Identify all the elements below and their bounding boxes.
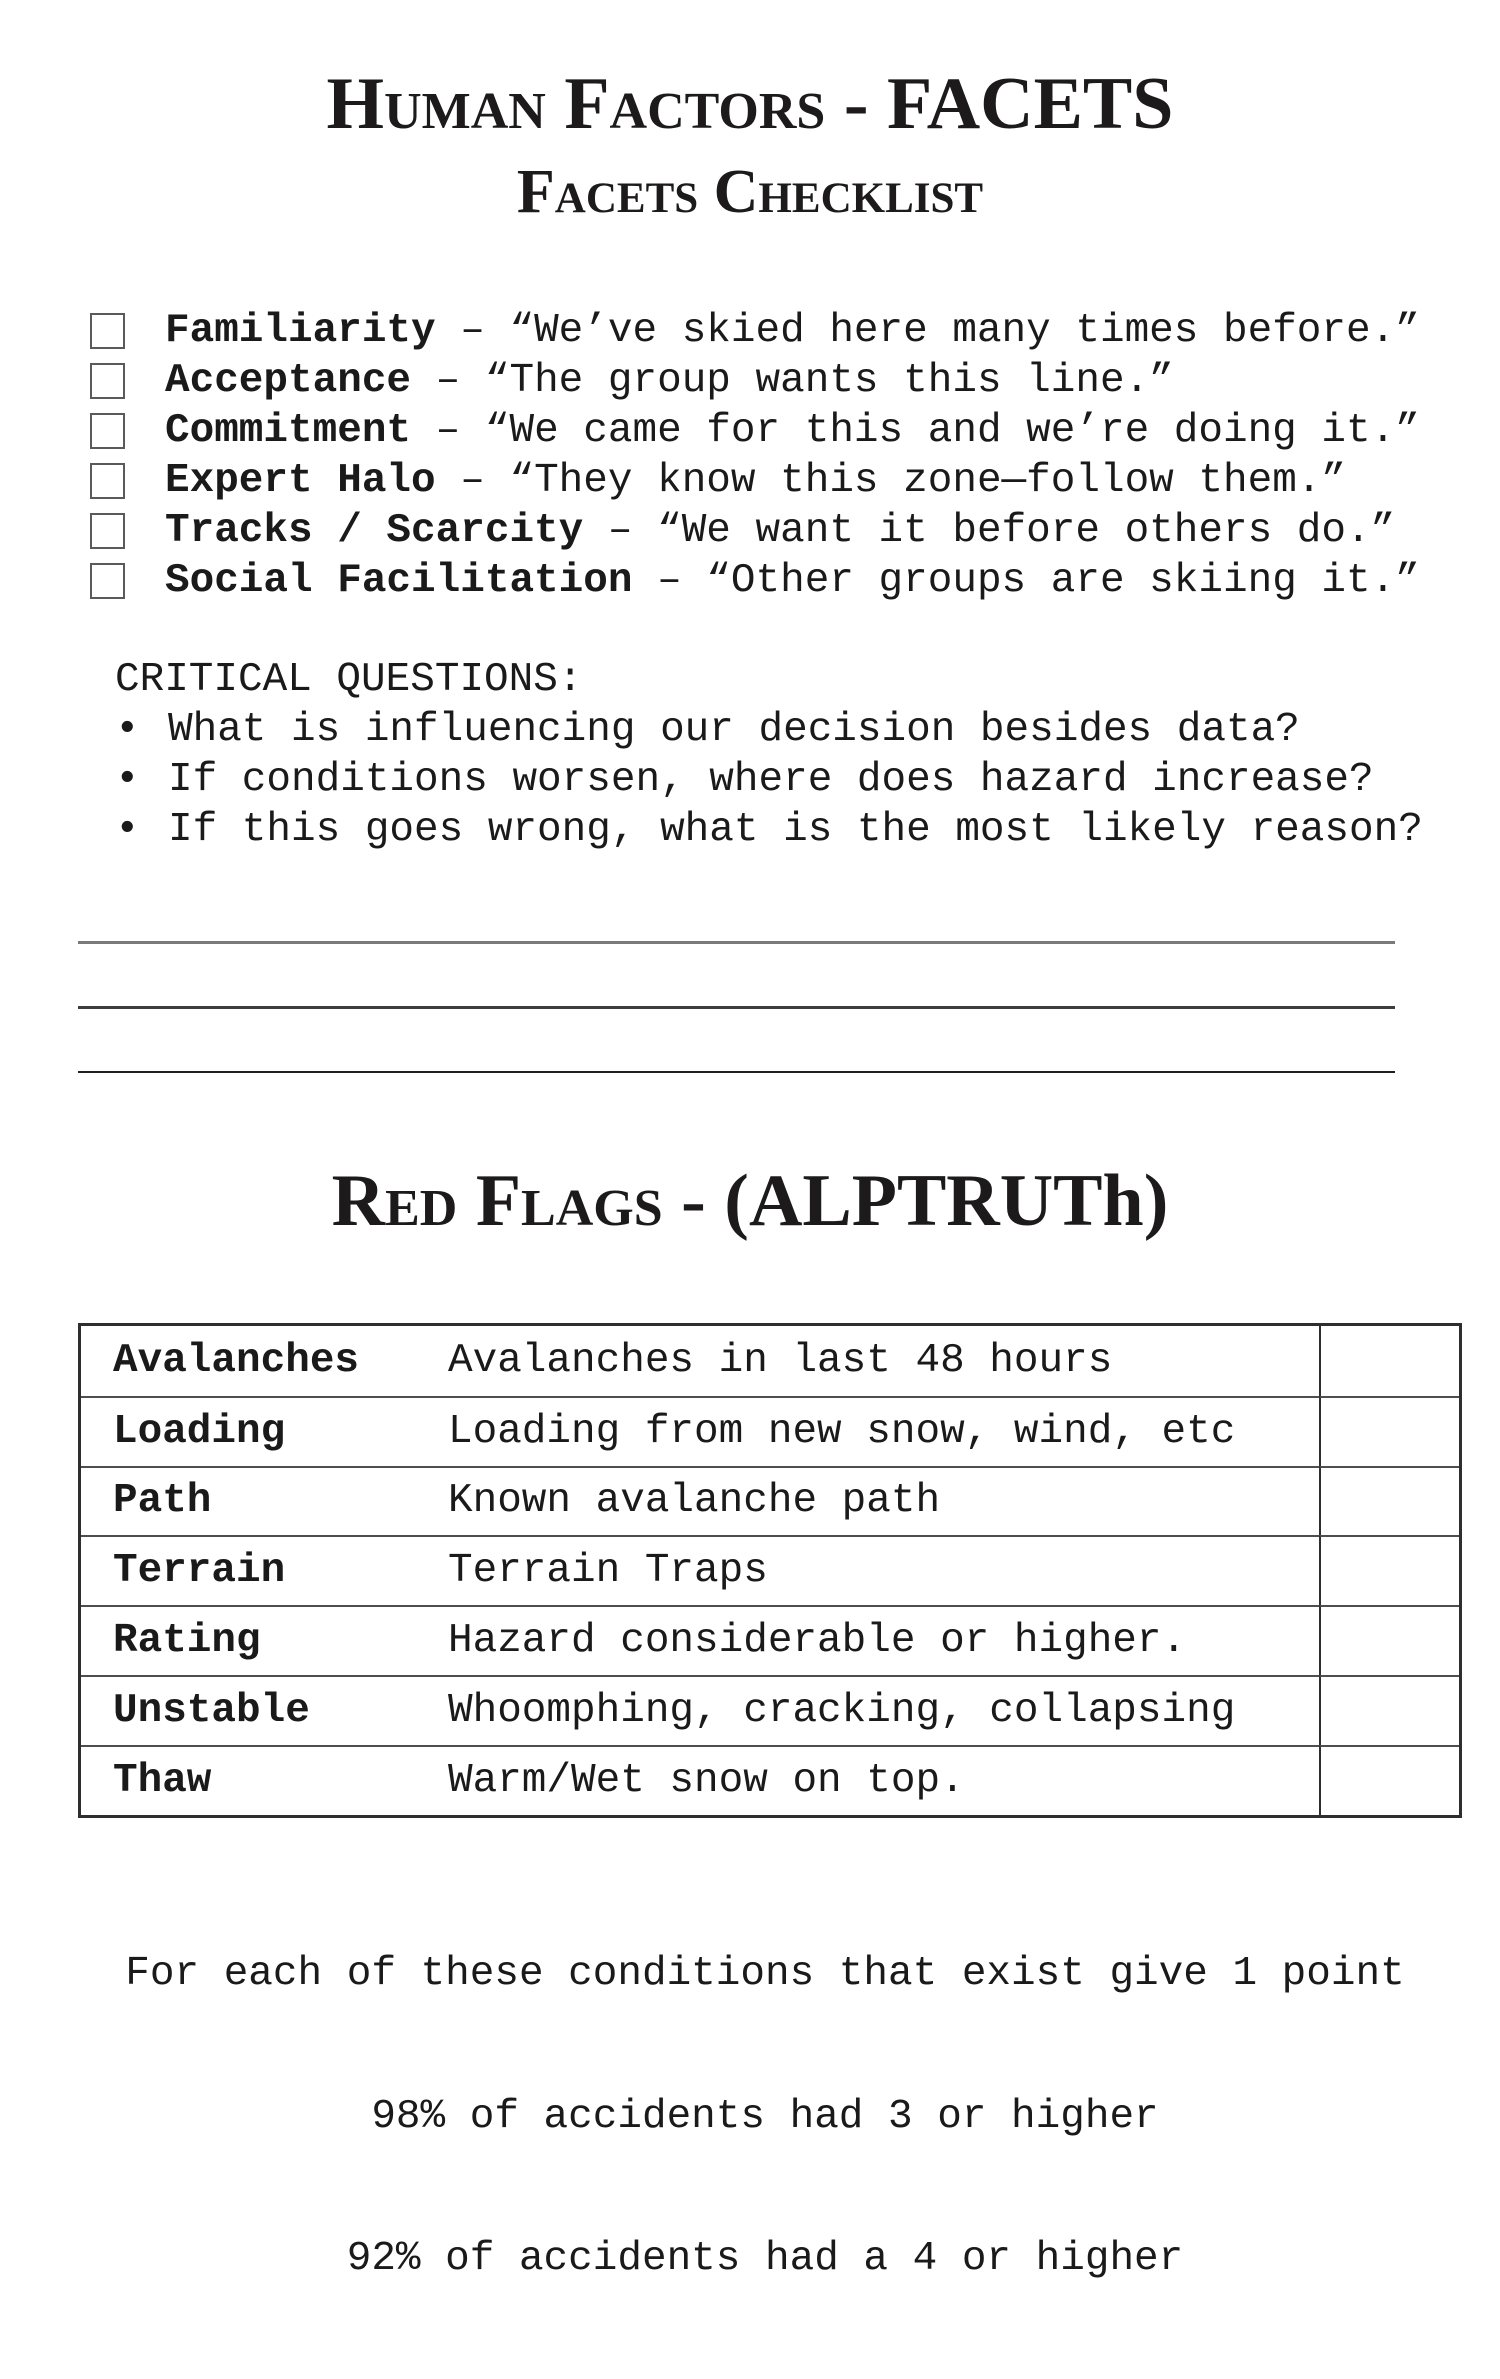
critical-question	[115, 705, 1423, 755]
facets-label: Tracks / Scarcity	[165, 508, 584, 554]
red-flags-title-separator: -	[662, 1160, 725, 1242]
facets-item-commitment	[90, 406, 1420, 456]
facets-checkbox-commitment[interactable]	[90, 413, 125, 449]
redflag-score-cell-terrain[interactable]	[1319, 1535, 1459, 1605]
redflag-desc: Warm/Wet snow on top.	[448, 1745, 1319, 1815]
facets-item-expert-halo	[90, 456, 1420, 506]
critical-question	[115, 755, 1423, 805]
redflag-key-rating: Rating	[81, 1605, 448, 1675]
redflag-score-cell-avalanches[interactable]	[1319, 1326, 1459, 1396]
facets-quote: – “The group wants this line.”	[411, 358, 1174, 404]
critical-questions	[115, 655, 1423, 855]
redflag-key-thaw: Thaw	[81, 1745, 448, 1815]
bullet-icon: •	[115, 707, 140, 753]
facets-checkbox-social-facilitation[interactable]	[90, 563, 125, 599]
facets-label: Familiarity	[165, 308, 436, 354]
scoring-note-line: For each of these conditions that exist give 1 point	[125, 1951, 1405, 1997]
facets-label: Acceptance	[165, 358, 412, 404]
facets-label: Commitment	[165, 408, 412, 454]
notes-line-2[interactable]	[78, 1006, 1395, 1009]
facets-quote: – “We came for this and we’re doing it.”	[411, 408, 1420, 454]
critical-question-text: What is influencing our decision besides data?	[168, 707, 1300, 753]
red-flags-table	[78, 1323, 1462, 1818]
redflag-score-cell-thaw[interactable]	[1319, 1745, 1459, 1815]
facets-quote: – “We want it before others do.”	[583, 508, 1396, 554]
redflag-desc: Whoomphing, cracking, collapsing	[448, 1675, 1319, 1745]
bullet-icon: •	[115, 807, 140, 853]
facets-checkbox-tracks-scarcity[interactable]	[90, 513, 125, 549]
facets-item-tracks-scarcity	[90, 506, 1420, 556]
facets-quote: – “They know this zone—follow them.”	[435, 458, 1347, 504]
page-title-separator: -	[825, 63, 887, 145]
critical-question	[115, 805, 1423, 855]
red-flags-title-caps: (ALPTRUTh)	[724, 1160, 1169, 1242]
scoring-note-line: 98% of accidents had 3 or higher	[371, 2093, 1159, 2140]
redflag-key-loading: Loading	[81, 1396, 448, 1466]
redflag-key-path: Path	[81, 1466, 448, 1536]
scoring-note-line: 92% of accidents had a 4 or higher	[346, 2236, 1184, 2282]
redflag-desc: Known avalanche path	[448, 1466, 1319, 1536]
bullet-icon: •	[115, 757, 140, 803]
page-title	[0, 63, 1500, 145]
red-flags-title	[0, 1160, 1500, 1242]
facets-item-social-facilitation	[90, 556, 1420, 606]
redflag-score-cell-rating[interactable]	[1319, 1605, 1459, 1675]
redflag-score-cell-unstable[interactable]	[1319, 1675, 1459, 1745]
facets-checkbox-familiarity[interactable]	[90, 313, 125, 349]
redflag-desc: Avalanches in last 48 hours	[448, 1337, 1113, 1384]
page-title-smallcaps: Human Factors	[326, 63, 826, 145]
notes-line-3[interactable]	[78, 1071, 1395, 1073]
redflag-key-avalanches: Avalanches	[113, 1337, 360, 1384]
critical-questions-heading: CRITICAL QUESTIONS:	[115, 657, 583, 703]
facets-item-acceptance	[90, 356, 1420, 406]
redflag-desc: Terrain Traps	[448, 1535, 1319, 1605]
redflag-key-terrain: Terrain	[81, 1535, 448, 1605]
facets-checkbox-expert-halo[interactable]	[90, 463, 125, 499]
facets-quote: – “Other groups are skiing it.”	[632, 558, 1420, 604]
facets-quote: – “We’ve skied here many times before.”	[435, 308, 1420, 354]
redflag-score-cell-path[interactable]	[1319, 1466, 1459, 1536]
redflag-score-cell-loading[interactable]	[1319, 1396, 1459, 1466]
scoring-note	[80, 1856, 1450, 2379]
page-subtitle: Facets Checklist	[516, 158, 984, 226]
facets-checkbox-acceptance[interactable]	[90, 363, 125, 399]
facets-label: Social Facilitation	[165, 558, 633, 604]
redflag-key-unstable: Unstable	[81, 1675, 448, 1745]
redflag-desc: Hazard considerable or higher.	[448, 1605, 1319, 1675]
critical-question-text: If this goes wrong, what is the most likely reason?	[168, 807, 1423, 853]
facets-checklist	[90, 306, 1420, 606]
facets-label: Expert Halo	[165, 458, 436, 504]
red-flags-title-smallcaps: Red Flags	[331, 1160, 663, 1242]
page-title-caps: FACETS	[886, 63, 1174, 145]
critical-question-text: If conditions worsen, where does hazard increase?	[168, 757, 1374, 803]
notes-line-1[interactable]	[78, 941, 1395, 944]
facets-item-familiarity	[90, 306, 1420, 356]
redflag-desc: Loading from new snow, wind, etc	[448, 1396, 1319, 1466]
